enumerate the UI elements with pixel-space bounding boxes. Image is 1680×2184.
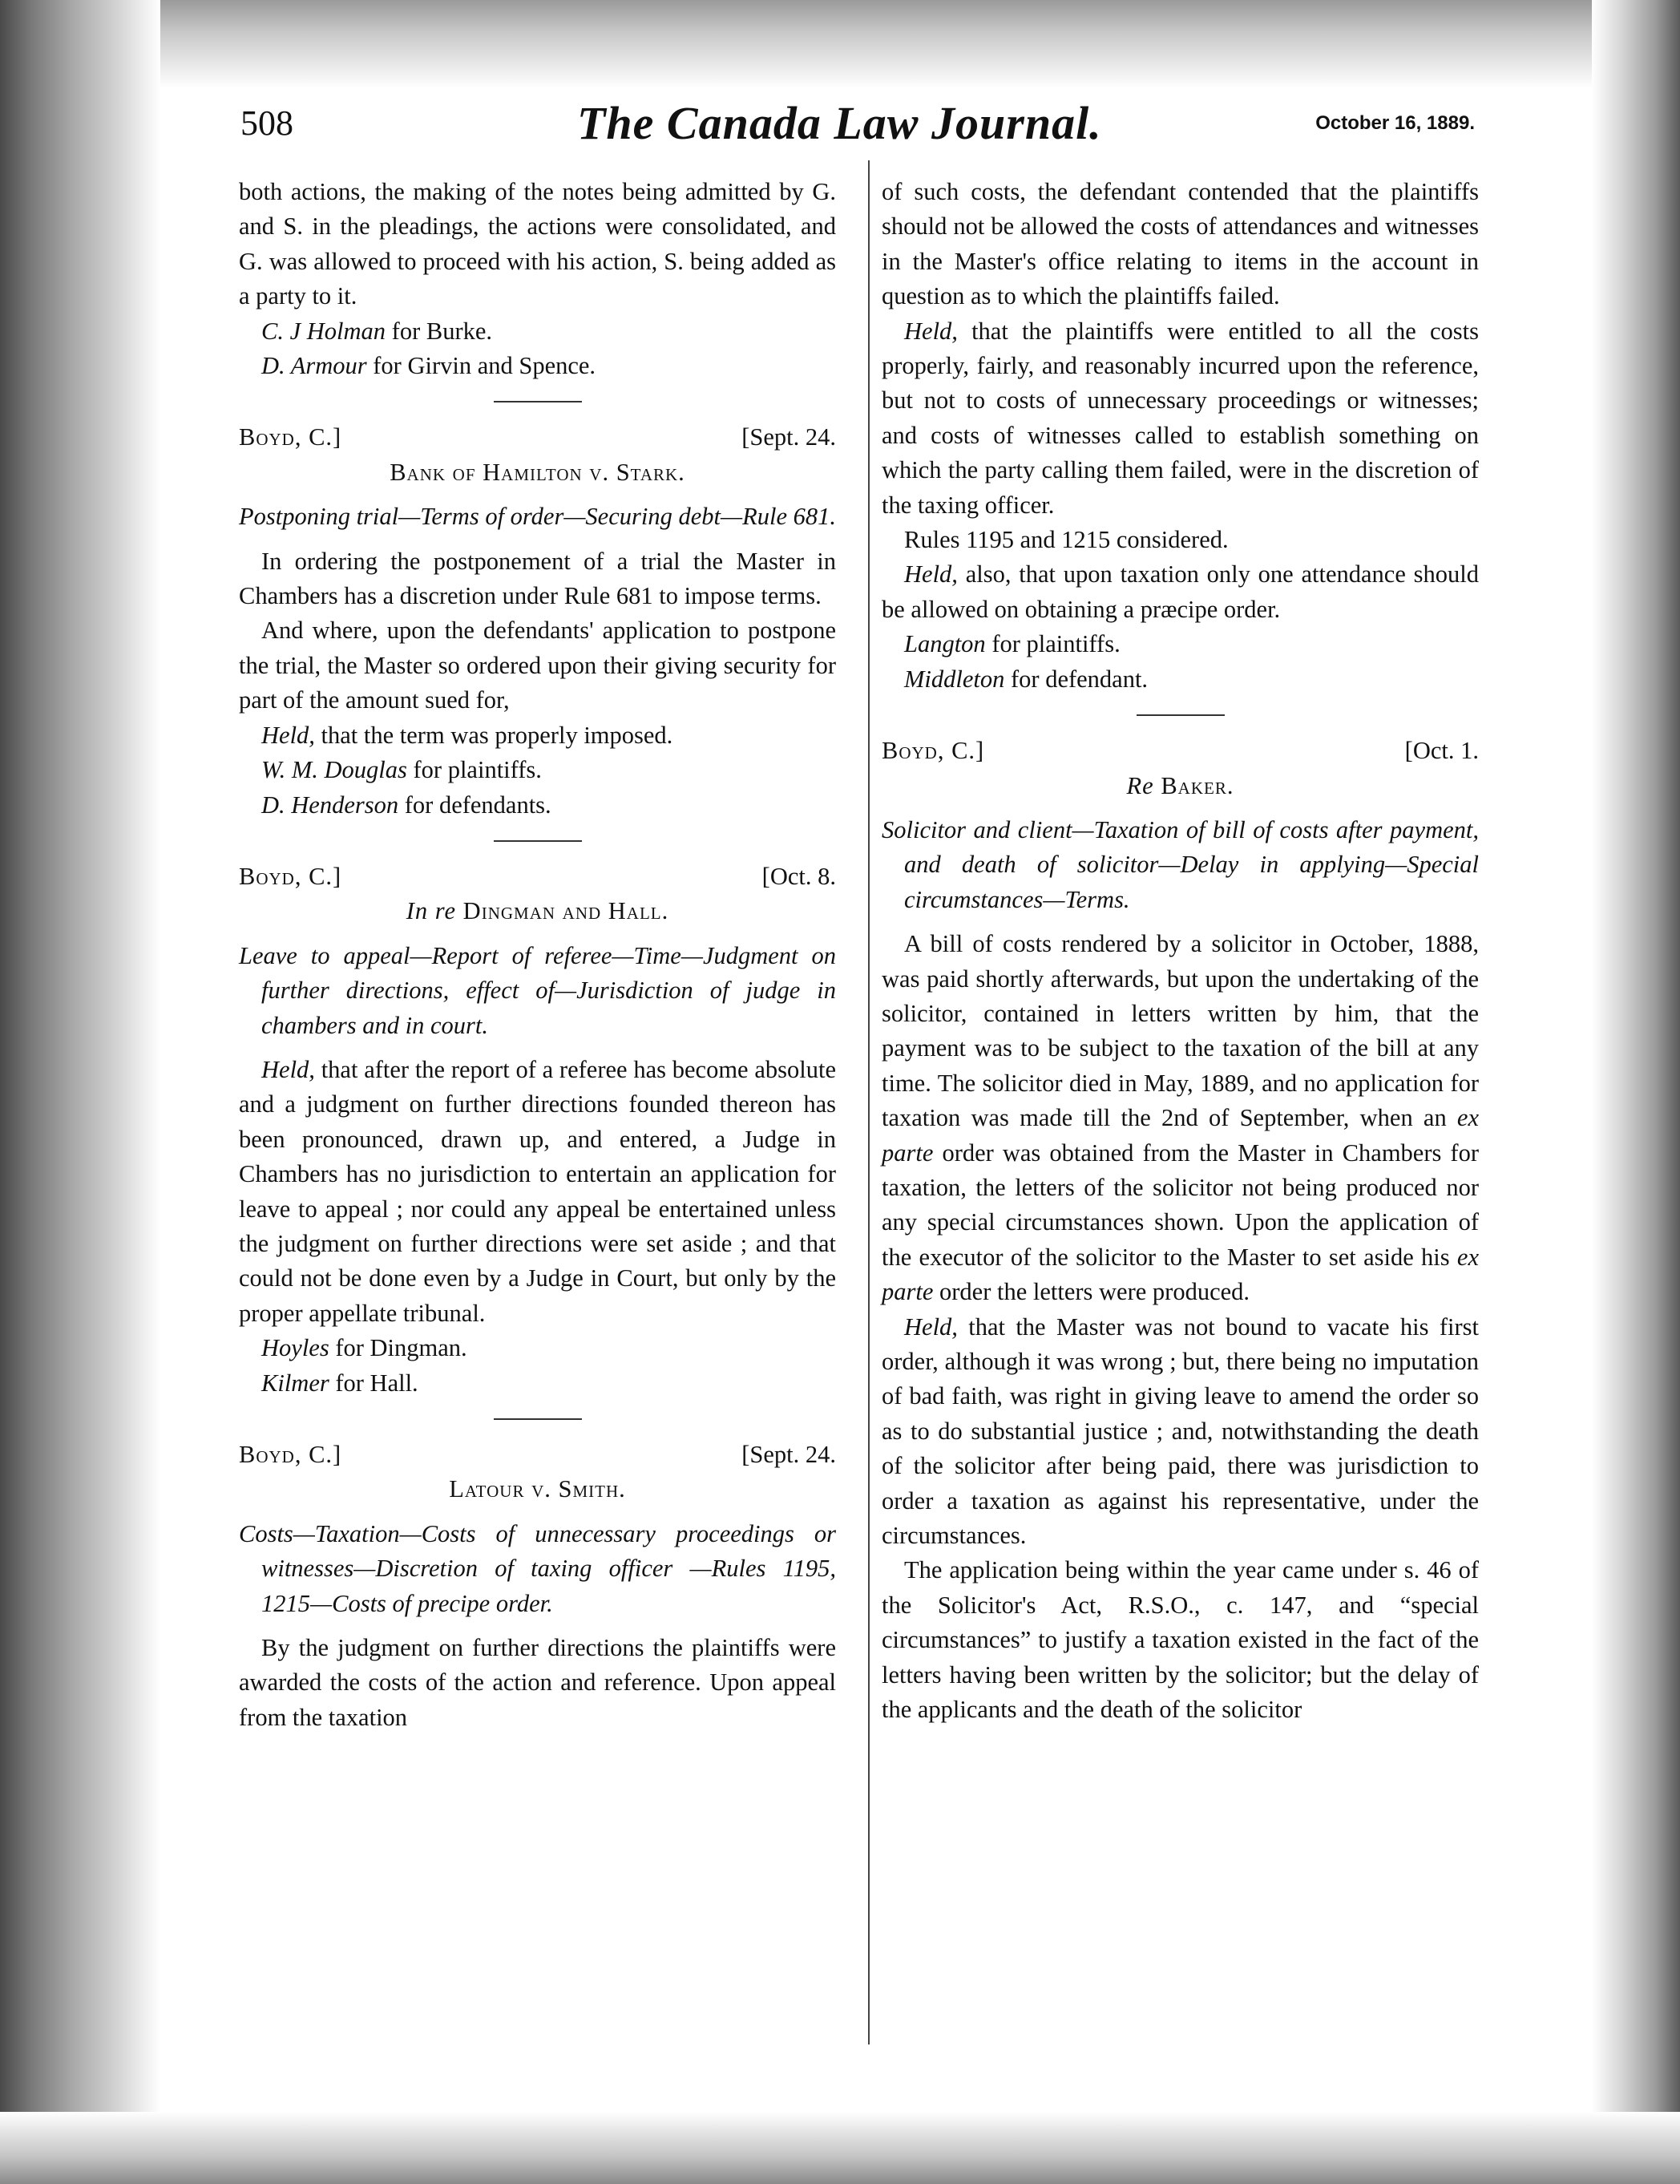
counsel-name: Langton xyxy=(904,630,986,658)
paragraph: Rules 1195 and 1215 considered. xyxy=(904,526,1229,554)
counsel-line xyxy=(239,1331,836,1365)
court-line xyxy=(239,1438,836,1472)
counsel-line xyxy=(882,627,1479,661)
court-line xyxy=(882,734,1479,768)
paragraph: In ordering the postponement of a trial the Master in Chambers has a discretion under Rule 681 to impose terms. xyxy=(239,547,836,610)
case-title: Latour v. Smith. xyxy=(449,1475,626,1503)
case-date: [Oct. 1. xyxy=(1404,737,1479,765)
section-separator xyxy=(494,1418,582,1420)
scan-shadow-bottom xyxy=(0,2112,1680,2184)
counsel-role: for plaintiffs. xyxy=(406,756,542,784)
case-title-rest: Baker. xyxy=(1153,771,1234,799)
counsel-role: for Dingman. xyxy=(329,1334,467,1362)
latin-phrase: ex parte xyxy=(882,1104,1479,1167)
counsel-role: for Hall. xyxy=(329,1369,418,1397)
paragraph xyxy=(882,927,1479,1309)
counsel-role: for Burke. xyxy=(386,317,493,345)
counsel-line xyxy=(239,349,836,383)
held-word: Held, xyxy=(261,1055,315,1083)
headnote: Leave to appeal—Report of referee—Time—Judgment on further directions, effect of—Jurisdiction of judge in chambers and in court. xyxy=(239,941,836,1039)
held-text: that the plaintiffs were entitled to all the costs properly, fairly, and reasonably incurred upon the reference, but not to costs of unnecessary proceedings or witnesses; and costs of witnesses called to establish something on which the party calling them failed, were in the discretion of the taxing officer. xyxy=(882,317,1479,519)
counsel-name: Middleton xyxy=(904,665,1005,693)
counsel-name: C. J Holman xyxy=(261,317,386,345)
continued-paragraph: of such costs, the defendant contended that the plaintiffs should not be allowed the costs of attendances and witnesses in the Master's office relating to items in the account in question as to which the plaintiffs failed. xyxy=(882,178,1479,310)
section-separator xyxy=(494,401,582,402)
counsel-name: D. Henderson xyxy=(261,791,399,819)
counsel-role: for defendant. xyxy=(1004,665,1149,693)
counsel-name: W. M. Douglas xyxy=(261,756,407,784)
column-rule xyxy=(868,160,870,2044)
judge: Boyd, C.] xyxy=(882,737,985,765)
latin-phrase: ex parte xyxy=(882,1243,1479,1306)
headnote: Postponing trial—Terms of order—Securing debt—Rule 681. xyxy=(239,503,837,531)
text-run: order the letters were produced. xyxy=(933,1278,1250,1306)
headnote: Solicitor and client—Taxation of bill of costs after payment, and death of solicitor—Delay in applying—Special circumstances—Terms. xyxy=(882,815,1479,913)
held-word: Held, xyxy=(904,317,958,345)
case-title: Bank of Hamilton v. Stark. xyxy=(390,458,685,486)
held-paragraph xyxy=(882,557,1479,627)
running-head xyxy=(240,97,1475,151)
case-title-rest: Dingman and Hall. xyxy=(456,897,669,925)
judge: Boyd, C.] xyxy=(239,862,342,890)
court-line xyxy=(239,420,836,455)
section-separator xyxy=(494,840,582,842)
left-column xyxy=(239,175,836,1735)
counsel-line xyxy=(882,662,1479,697)
counsel-line xyxy=(239,788,836,823)
counsel-name: Kilmer xyxy=(261,1369,329,1397)
text-run: order was obtained from the Master in Chambers for taxation, the letters of the solicitor not being produced nor any special circumstances shown. Upon the application of the executor of the solicitor to the Master to set aside his xyxy=(882,1139,1479,1271)
case-date: [Sept. 24. xyxy=(741,1441,836,1468)
counsel-name: Hoyles xyxy=(261,1334,329,1362)
counsel-line xyxy=(239,314,836,349)
paragraph: The application being within the year came under s. 46 of the Solicitor's Act, R.S.O., c. 147, and “special circumstances” to justify a taxation existed in the fact of the letters having been written by the solicitor; but the delay of the applicants and the death of the solicitor xyxy=(882,1556,1479,1724)
judge: Boyd, C.] xyxy=(239,1441,342,1468)
held-paragraph xyxy=(882,314,1479,523)
counsel-role: for plaintiffs. xyxy=(985,630,1121,658)
scan-shadow-right xyxy=(1592,0,1680,2184)
held-word: Held, xyxy=(261,721,315,749)
held-text: that the term was properly imposed. xyxy=(314,721,673,749)
section-separator xyxy=(1137,714,1225,716)
right-column xyxy=(882,175,1479,1727)
held-paragraph xyxy=(882,1310,1479,1554)
case-title xyxy=(882,769,1479,803)
judge: Boyd, C.] xyxy=(239,423,342,451)
counsel-role: for defendants. xyxy=(398,791,551,819)
counsel-line xyxy=(239,753,836,787)
case-title-prefix: Re xyxy=(1126,771,1154,799)
held-text: also, that upon taxation only one attendance should be allowed on obtaining a præcipe order. xyxy=(882,560,1479,623)
counsel-line xyxy=(239,1366,836,1401)
counsel-name: D. Armour xyxy=(261,352,367,380)
page-number: 508 xyxy=(240,103,293,143)
held-text: that the Master was not bound to vacate his first order, although it was wrong ; but, there being no imputation of bad faith, was right in giving leave to amend the order so as to do substantial justice ; and, notwithstanding the death of the solicitor after being paid, there was jurisdiction to order a taxation as against his representative, under the circumstances. xyxy=(882,1312,1479,1550)
issue-date: October 16, 1889. xyxy=(1315,112,1475,134)
case-title xyxy=(239,894,836,928)
case-date: [Sept. 24. xyxy=(741,423,836,451)
held-word: Held, xyxy=(904,560,958,588)
held-word: Held, xyxy=(904,1312,958,1341)
case-date: [Oct. 8. xyxy=(761,862,836,890)
held-text: that after the report of a referee has become absolute and a judgment on further directions founded thereon has been pronounced, drawn up, and entered, a Judge in Chambers has no jurisdiction to entertain an application for leave to appeal ; nor could any appeal be entertained unless the judgment on further directions were set aside ; and that could not be done even by a Judge in Court, but only by the proper appellate tribunal. xyxy=(239,1055,836,1327)
counsel-role: for Girvin and Spence. xyxy=(366,352,596,380)
held-paragraph xyxy=(239,718,836,753)
paragraph: And where, upon the defendants' application to postpone the trial, the Master so ordered upon their giving security for part of the amount sued for, xyxy=(239,617,836,714)
headnote: Costs—Taxation—Costs of unnecessary proceedings or witnesses—Discretion of taxing officer —Rules 1195, 1215—Costs of precipe order. xyxy=(239,1519,836,1617)
text-run: A bill of costs rendered by a solicitor in October, 1888, was paid shortly afterwards, but upon the undertaking of the solicitor, contained in letters written by him, that the payment was to be subject to the taxation of the bill at any time. The solicitor died in May, 1889, and no application for taxation was made till the 2nd of September, when an xyxy=(882,930,1479,1132)
scan-shadow-top xyxy=(0,0,1680,88)
continued-paragraph: both actions, the making of the notes being admitted by G. and S. in the pleadings, the actions were consolidated, and G. was allowed to proceed with his action, S. being added as a party to it. xyxy=(239,178,836,310)
case-title-prefix: In re xyxy=(406,897,457,925)
journal-title: The Canada Law Journal. xyxy=(577,97,1102,149)
held-paragraph xyxy=(239,1053,836,1331)
scan-shadow-left xyxy=(0,0,160,2184)
paragraph: By the judgment on further directions the plaintiffs were awarded the costs of the action and reference. Upon appeal from the taxation xyxy=(239,1634,836,1731)
court-line xyxy=(239,859,836,894)
